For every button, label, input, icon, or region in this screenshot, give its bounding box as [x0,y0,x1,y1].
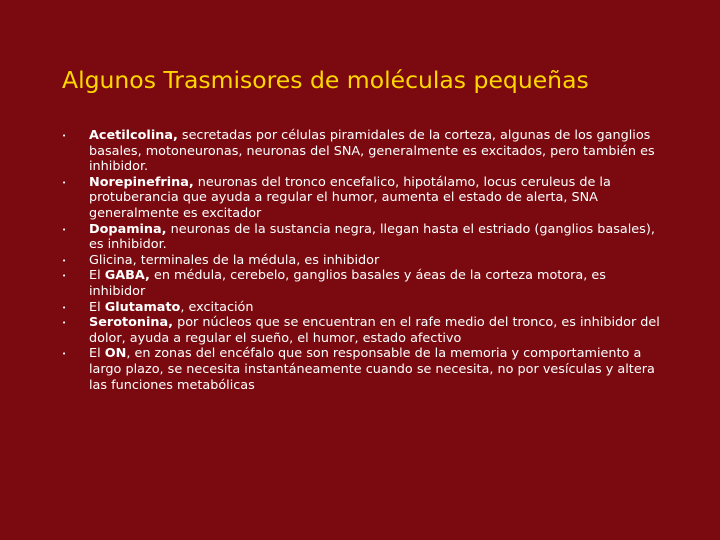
item-text: secretadas por células piramidales de la corteza, algunas de los ganglios basales, motoneuronas, neuronas del SNA, generalmente es excitados, pero también es inhibidor. [89,128,655,175]
list-item [62,268,662,299]
item-term: Serotonina, [89,315,174,331]
bullet-icon: • [62,178,67,187]
bullet-icon: • [62,225,67,234]
item-text: en médula, cerebelo, ganglios basales y áeas de la corteza motora, es inhibidor [89,268,606,299]
item-prefix: El [89,268,105,284]
bullet-list [62,128,662,393]
item-text: por núcleos que se encuentran en el rafe medio del tronco, es inhibidor del dolor, ayuda a regular el sueño, el humor, estado afectivo [89,315,660,346]
list-item [62,253,662,269]
list-item [62,300,662,316]
item-prefix: El [89,346,105,362]
item-text: Glicina, terminales de la médula, es inhibidor [89,252,380,268]
bullet-icon: • [62,256,67,265]
item-text: neuronas del tronco encefalico, hipotálamo, locus ceruleus de la protuberancia que ayuda a regular el humor, aumenta el estado de alerta, SNA generalmente es excitador [89,174,611,221]
list-item [62,175,662,222]
list-item [62,128,662,175]
list-item [62,315,662,346]
item-term: Glutamato [104,299,181,315]
item-text: neuronas de la sustancia negra, llegan hasta el estriado (ganglios basales), es inhibidor. [89,221,655,253]
item-text: , excitación [180,299,254,315]
bullet-icon: • [62,350,67,359]
item-prefix: El [89,299,105,315]
bullet-icon: • [62,303,67,312]
bullet-icon: • [62,272,67,281]
item-term: ON [104,346,127,362]
item-term: GABA, [104,268,150,284]
item-text: , en zonas del encéfalo que son responsable de la memoria y comportamiento a largo plazo, se necesita instantáneamente cuando se necesita, no por vesículas y altera las funciones metabólicas [89,346,655,393]
list-item [62,346,662,393]
slide-title: Algunos Trasmisores de moléculas pequeñas [62,66,589,94]
item-term: Dopamina, [89,221,167,237]
list-item [62,222,662,253]
bullet-icon: • [62,319,67,328]
bullet-icon: • [62,132,67,140]
item-term: Acetilcolina, [89,128,178,143]
item-term: Norepinefrina, [89,174,194,190]
